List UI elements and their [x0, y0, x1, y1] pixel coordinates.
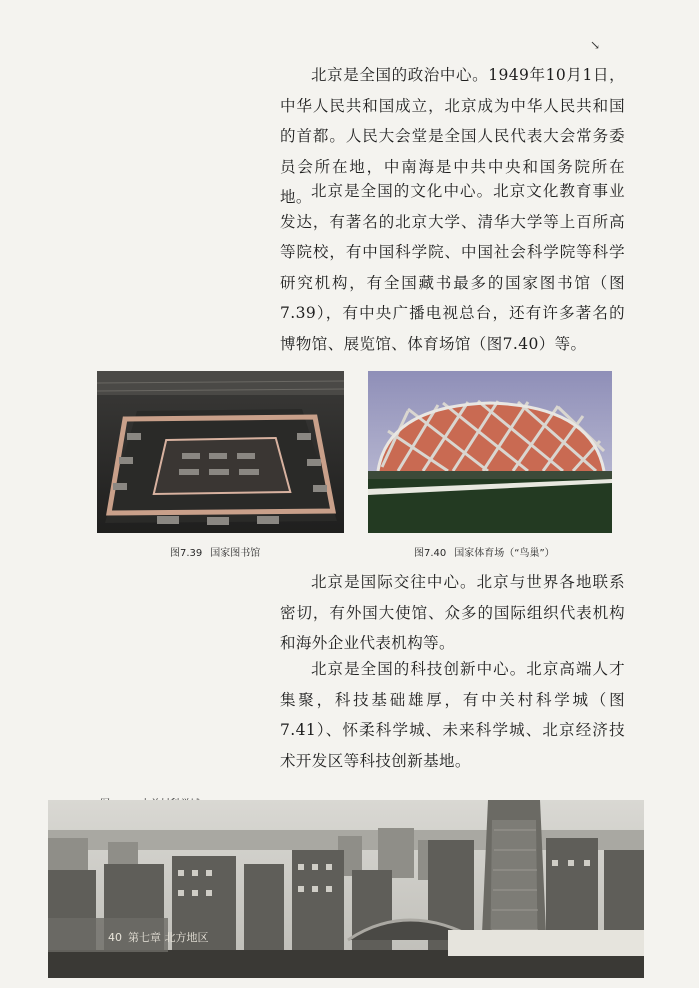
chapter-title: 第七章 北方地区 — [128, 931, 209, 944]
figure-title: 国家图书馆 — [210, 548, 261, 559]
paragraph-tech-innovation-center: 北京是全国的科技创新中心。北京高端人才集聚，科技基础雄厚，有中关村科学城（图7.41）、怀柔科学城、未来科学城、北京经济技术开发区等科技创新基地。 — [280, 660, 625, 770]
birds-nest-stadium-photo — [368, 371, 612, 533]
paragraph-international-center: 北京是国际交往中心。北京与世界各地联系密切，有外国大使馆、众多的国际组织代表机构和海外企业代表机构等。 — [280, 573, 625, 652]
figure-title: 国家体育场（“鸟巢”） — [454, 548, 555, 559]
paragraph-cultural-center: 北京是全国的文化中心。北京文化教育事业发达，有著名的北京大学、清华大学等上百所高等院校，有中国科学院、中国社会科学院等科学研究机构，有全国藏书最多的国家图书馆（图7.39），有中央广播电视总台，还有许多著名的博物馆、展览馆、体育场馆（图7.40）等。 — [280, 182, 625, 353]
paragraph-political-center: 北京是全国的政治中心。1949年10月1日，中华人民共和国成立，北京成为中华人民共和国的首都。人民大会堂是全国人民代表大会常务委员会所在地，中南海是中共中央和国务院所在地。 — [280, 66, 625, 206]
page-number: 40 — [108, 931, 122, 944]
figure-number: 图7.40 — [414, 548, 447, 559]
zhongguancun-cityscape-photo — [48, 800, 644, 978]
figure-7-39-caption — [170, 544, 260, 559]
page-footer — [108, 929, 215, 945]
national-library-photo — [97, 371, 344, 533]
corner-mark: ↘ — [590, 38, 601, 52]
figure-number: 图7.39 — [170, 548, 203, 559]
figure-7-40-caption — [414, 544, 555, 559]
